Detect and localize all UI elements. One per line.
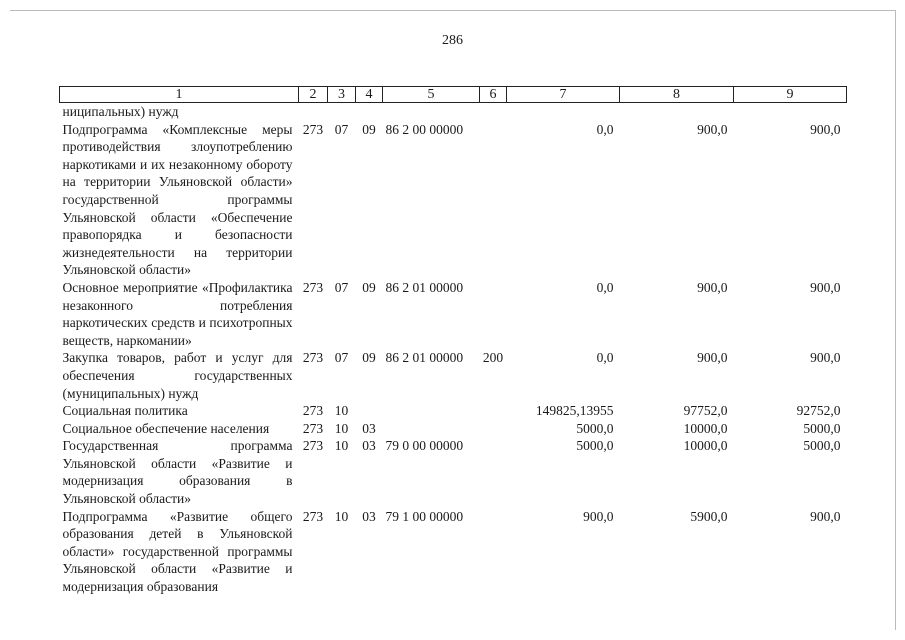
row-section-code: 10	[334, 438, 349, 454]
row-amount-9	[734, 103, 847, 121]
row-target-code: 79 0 00 00000	[385, 438, 464, 454]
row-amount-7: 5000,0	[576, 438, 614, 454]
column-number-row	[60, 87, 847, 103]
page-number: 286	[442, 33, 463, 48]
table-row	[60, 508, 847, 596]
row-amount-7	[507, 103, 620, 121]
row-expense-type: 200	[482, 350, 504, 366]
row-amount-9: 5000,0	[803, 438, 841, 454]
table-row	[60, 420, 847, 438]
row-amount-9: 900,0	[810, 279, 841, 295]
row-section-code: 10	[334, 508, 349, 524]
budget-table	[59, 86, 847, 596]
table-row	[60, 437, 847, 507]
row-name: ниципальных) нужд	[62, 104, 179, 119]
col-header-6: 6	[480, 87, 507, 103]
row-amount-8: 900,0	[697, 121, 728, 137]
row-amount-9: 5000,0	[803, 420, 841, 436]
row-name: Закупка товаров, работ и услуг для обеспечения государственных (муниципальных) нужд	[62, 350, 293, 401]
row-expense-type	[480, 103, 507, 121]
row-amount-8: 10000,0	[683, 438, 728, 454]
row-expense-type	[480, 402, 507, 420]
row-section-code: 10	[334, 420, 349, 436]
row-section-code: 07	[334, 350, 349, 366]
row-amount-8: 97752,0	[683, 403, 728, 419]
row-expense-type	[480, 279, 507, 349]
table-row	[60, 349, 847, 402]
row-amount-9: 900,0	[810, 350, 841, 366]
row-section-code: 10	[334, 403, 349, 419]
row-ministry-code: 273	[302, 403, 324, 419]
row-ministry-code: 273	[302, 121, 324, 137]
row-name: Основное мероприятие «Профилактика незаконного потребления наркотических средств и психотропных веществ, наркомании»	[62, 279, 293, 348]
row-ministry-code: 273	[302, 508, 324, 524]
scan-right-border	[895, 10, 896, 630]
col-header-8: 8	[620, 87, 734, 103]
row-ministry-code	[299, 103, 328, 121]
row-amount-8: 900,0	[697, 279, 728, 295]
row-subsection-code: 09	[362, 350, 376, 366]
row-amount-8: 10000,0	[683, 420, 728, 436]
row-subsection-code	[356, 103, 383, 121]
col-header-1: 1	[60, 87, 299, 103]
row-target-code: 79 1 00 00000	[385, 508, 464, 524]
row-ministry-code: 273	[302, 420, 324, 436]
row-amount-9: 900,0	[810, 121, 841, 137]
row-ministry-code: 273	[302, 279, 324, 295]
row-subsection-code: 09	[362, 279, 376, 295]
row-amount-9: 92752,0	[796, 403, 841, 419]
row-amount-7: 900,0	[583, 508, 614, 524]
row-subsection-code: 03	[362, 438, 376, 454]
row-amount-8: 5900,0	[690, 508, 728, 524]
row-amount-8: 900,0	[697, 350, 728, 366]
row-expense-type	[480, 121, 507, 279]
table-row	[60, 121, 847, 279]
row-name: Социальное обеспечение населения	[62, 420, 270, 436]
row-expense-type	[480, 420, 507, 438]
row-amount-7: 5000,0	[576, 420, 614, 436]
row-name: Государственная программа Ульяновской области «Развитие и модернизация образования в Ульяновской области»	[62, 438, 293, 507]
row-amount-7: 0,0	[596, 350, 614, 366]
row-target-code	[383, 103, 480, 121]
row-name: Подпрограмма «Развитие общего образования детей в Ульяновской области» государственной программы Ульяновской области «Развитие и модернизация образования	[62, 508, 293, 595]
row-target-code: 86 2 01 00000	[385, 279, 464, 295]
row-target-code: 86 2 00 00000	[385, 121, 464, 137]
row-amount-7: 0,0	[596, 279, 614, 295]
row-amount-9: 900,0	[810, 508, 841, 524]
col-header-4: 4	[356, 87, 383, 103]
row-amount-8	[620, 103, 734, 121]
row-target-code	[383, 420, 480, 438]
row-section-code	[328, 103, 356, 121]
row-ministry-code: 273	[302, 438, 324, 454]
scan-top-border	[10, 10, 895, 11]
table-row	[60, 103, 847, 121]
row-target-code: 86 2 01 00000	[385, 350, 464, 366]
row-ministry-code: 273	[302, 350, 324, 366]
row-amount-7: 0,0	[596, 121, 614, 137]
row-amount-7: 149825,13955	[535, 403, 614, 419]
row-expense-type	[480, 508, 507, 596]
col-header-5: 5	[383, 87, 480, 103]
row-section-code: 07	[334, 121, 349, 137]
col-header-9: 9	[734, 87, 847, 103]
row-subsection-code: 03	[362, 420, 376, 436]
col-header-2: 2	[299, 87, 328, 103]
row-name: Социальная политика	[62, 403, 188, 419]
col-header-7: 7	[507, 87, 620, 103]
table-row	[60, 402, 847, 420]
row-name: Подпрограмма «Комплексные меры противодействия злоупотреблению наркотиками и их незаконному обороту на территории Ульяновской области» государственной программы Ульяновской области «Обеспечение правопорядка и безопасности жизнедеятельности на территории Ульяновской области»	[62, 121, 293, 278]
col-header-3: 3	[328, 87, 356, 103]
row-subsection-code: 09	[362, 121, 376, 137]
table-row	[60, 279, 847, 349]
row-target-code	[383, 402, 480, 420]
row-section-code: 07	[334, 279, 349, 295]
row-subsection-code: 03	[362, 508, 376, 524]
row-subsection-code	[356, 402, 383, 420]
row-expense-type	[480, 437, 507, 507]
